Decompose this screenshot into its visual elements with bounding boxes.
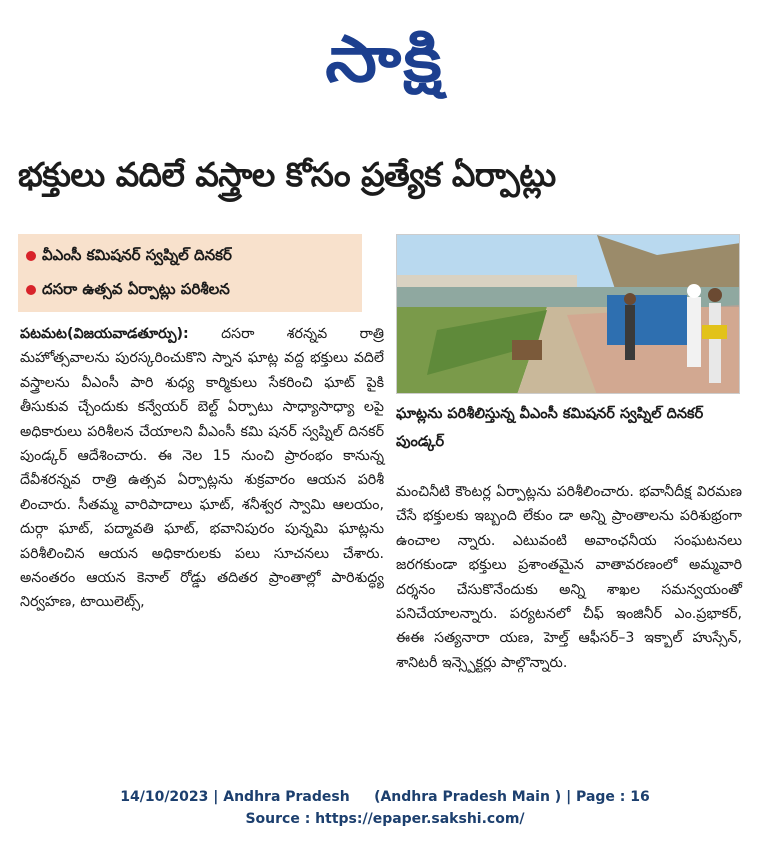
article-headline: భక్తులు వదిలే వస్త్రాల కోసం ప్రత్యేక ఏర్పాట్లు [18,155,556,194]
article-photo [396,234,740,394]
highlight-item: వీఎంసీ కమిషనర్ స్వప్నిల్ దినకర్ [26,238,354,272]
article-column-right: మంచినీటి కౌంటర్ల ఏర్పాట్లను పరిశీలించారు. భవానీదీక్ష విరమణ చేసే భక్తులకు ఇబ్బంది లేకుం డా అన్ని ప్రాంతాలను పరిశుభ్రంగా ఉంచాల న్నారు. ఎటువంటి అవాంఛనీయ సంఘటనలు జరగకుండా భక్తులు ప్రశాంతమైన వాతావరణంలో అమ్మవారి దర్శనం చేసుకొనేందుకు అన్ని శాఖల సమన్వయంతో పనిచేయాలన్నారు. పర్యటనలో చీఫ్ ఇంజినీర్ ఎం.ప్రభాకర్, ఈఈ సత్యనారా యణ, హెల్త్ ఆఫీసర్–3 ఇక్బాల్ హుస్సేన్, శానిటరీ ఇన్స్పెక్టర్లు పాల్గొన్నారు. [396,484,742,671]
page-footer [0,786,770,830]
highlights-box [18,234,362,312]
masthead [0,10,770,110]
dateline: పటమట(విజయవాడతూర్పు): [20,326,189,342]
article-body-left: దసరా శరన్నవ రాత్రి మహోత్సవాలను పురస్కరించుకొని స్నాన ఘాట్ల వద్ద భక్తులు వదిలే వస్త్రాలను వీఎంసీ పారి శుధ్య కార్మికులు సేకరించి ఘాట్ పైకి తీసుకువ చ్చేందుకు కన్వేయర్ బెల్ట్ ఏర్పాటు సాధ్యాసాధ్యా లపై అధికారులు పరిశీలన చేయాలని వీఎంసీ కమి షనర్ స్వప్నిల్ దినకర్ పుండ్కర్ ఆదేశించారు. ఈ నెల 15 నుంచి ప్రారంభం కానున్న దేవీశరన్నవ రాత్రి ఉత్సవ ఏర్పాట్లను శుక్రవారం ఆయన పరిశీ లించారు. సీతమ్మ వారిపాదాలు ఘాట్, శనీశ్వర స్వామి ఆలయం, దుర్గా ఘాట్, పద్మావతి ఘాట్, భవానిపురం పున్నమి ఘాట్లను పరిశీలించిన ఆయన అధికారులకు పలు సూచనలు చేశారు. అనంతరం ఆయన కెనాల్ రోడ్డు తదితర ప్రాంతాల్లో పారిశుద్ధ్య నిర్వహణ, టాయిలెట్స్, [20,326,384,611]
photo-caption: ఘాట్లను పరిశీలిస్తున్న వీఎంసీ కమిషనర్ స్వప్నిల్ దినకర్ పుండ్కర్ [396,406,704,450]
ghat-inspection-photo [397,235,740,394]
bullet-icon [26,251,36,261]
bullet-icon [26,285,36,295]
sakshi-logo[interactable]: సాక్షి [325,23,445,97]
highlight-item: దసరా ఉత్సవ ఏర్పాట్లు పరిశీలన [26,272,354,306]
article-column-left [20,322,384,615]
footer-source-link[interactable]: Source : https://epaper.sakshi.com/ [245,811,525,827]
footer-date-page: 14/10/2023 | Andhra Pradesh (Andhra Pradesh Main ) | Page : 16 [120,789,650,805]
